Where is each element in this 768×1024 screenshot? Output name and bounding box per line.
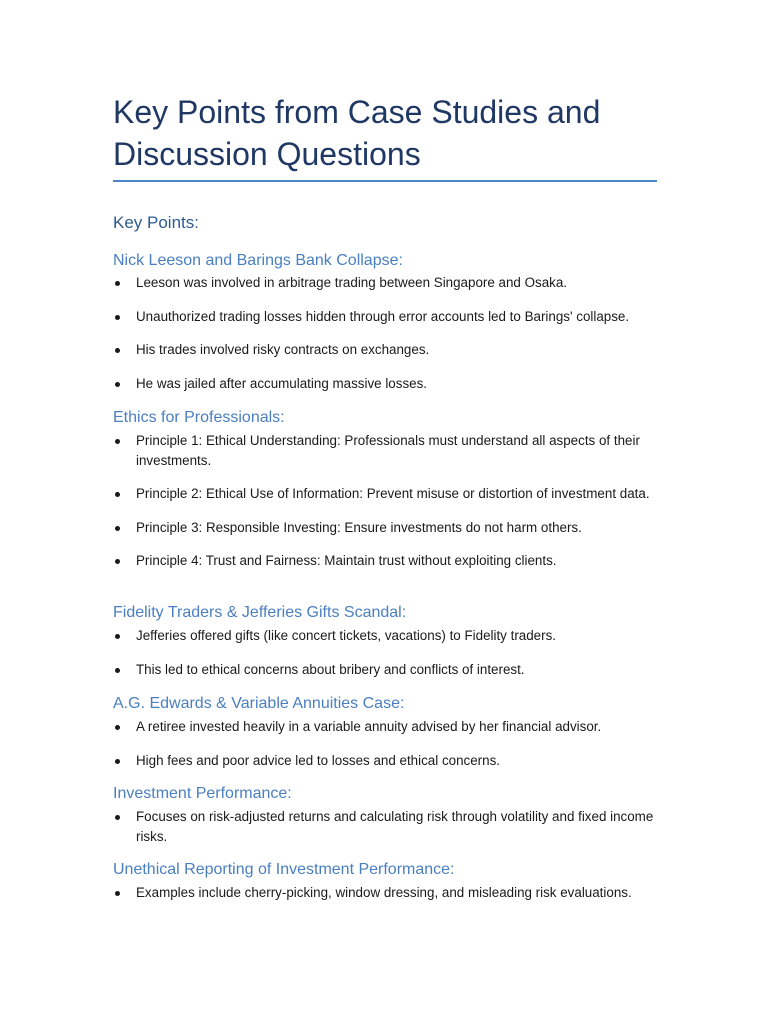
bullet-icon — [115, 348, 120, 353]
bullet-list — [113, 883, 673, 903]
list-item — [113, 273, 673, 293]
list-item — [113, 551, 673, 571]
section-unethical-reporting — [113, 860, 673, 903]
section-barings — [113, 251, 673, 393]
list-item-text: A retiree invested heavily in a variable annuity advised by her financial advisor. — [136, 719, 602, 734]
title-underline — [113, 180, 657, 182]
section-heading: Nick Leeson and Barings Bank Collapse: — [113, 252, 403, 269]
list-item-text: Unauthorized trading losses hidden through error accounts led to Barings' collapse. — [136, 308, 630, 324]
bullet-list — [113, 431, 673, 571]
list-item — [113, 751, 673, 771]
list-item — [113, 484, 673, 504]
list-item-text: Examples include cherry-picking, window dressing, and misleading risk evaluations. — [136, 885, 632, 900]
bullet-icon — [115, 526, 120, 531]
section-ethics — [113, 408, 673, 571]
list-item — [113, 807, 673, 846]
list-item — [113, 340, 673, 360]
section-heading: Unethical Reporting of Investment Performance: — [113, 861, 455, 878]
bullet-icon — [115, 281, 120, 286]
bullet-icon — [115, 315, 120, 320]
list-item-text: Principle 3: Responsible Investing: Ensure investments do not harm others. — [136, 519, 582, 535]
bullet-icon — [115, 634, 120, 639]
list-item-text: High fees and poor advice led to losses and ethical concerns. — [136, 752, 500, 768]
bullet-icon — [115, 492, 120, 497]
section-heading: Ethics for Professionals: — [113, 409, 285, 426]
section-heading: Investment Performance: — [113, 785, 292, 802]
list-item — [113, 626, 673, 646]
list-item — [113, 307, 673, 327]
list-item-text: Principle 1: Ethical Understanding: Professionals must understand all aspects of their investments. — [136, 433, 640, 468]
list-item-text: Principle 2: Ethical Use of Information: Prevent misuse or distortion of investment data. — [136, 486, 650, 501]
list-item — [113, 660, 673, 680]
bullet-list — [113, 807, 673, 846]
key-points-heading: Key Points: — [113, 213, 199, 232]
bullet-icon — [115, 725, 120, 730]
bullet-list — [113, 717, 673, 770]
list-item-text: Focuses on risk-adjusted returns and calculating risk through volatility and fixed income risks. — [136, 809, 654, 844]
section-investment-performance — [113, 784, 673, 846]
section-ag-edwards — [113, 694, 673, 770]
bullet-icon — [115, 559, 120, 564]
list-item — [113, 883, 673, 903]
document-title: Key Points from Case Studies and Discussion Questions — [113, 94, 601, 172]
bullet-icon — [115, 439, 120, 444]
list-item-text: Jefferies offered gifts (like concert tickets, vacations) to Fidelity traders. — [136, 628, 556, 643]
list-item — [113, 431, 673, 470]
bullet-icon — [115, 382, 120, 387]
list-item-text: Principle 4: Trust and Fairness: Maintain trust without exploiting clients. — [136, 553, 557, 568]
list-item-text: His trades involved risky contracts on exchanges. — [136, 342, 430, 357]
list-item-text: He was jailed after accumulating massive losses. — [136, 375, 427, 391]
bullet-list — [113, 626, 673, 679]
list-item — [113, 717, 673, 737]
section-heading: Fidelity Traders & Jefferies Gifts Scandal: — [113, 604, 407, 621]
list-item — [113, 374, 673, 394]
list-item — [113, 518, 673, 538]
list-item-text: This led to ethical concerns about bribery and conflicts of interest. — [136, 661, 525, 677]
bullet-icon — [115, 668, 120, 673]
bullet-list — [113, 273, 673, 393]
section-fidelity-jefferies — [113, 603, 673, 679]
bullet-icon — [115, 759, 120, 764]
list-item-text: Leeson was involved in arbitrage trading between Singapore and Osaka. — [136, 275, 568, 290]
bullet-icon — [115, 891, 120, 896]
bullet-icon — [115, 815, 120, 820]
section-heading: A.G. Edwards & Variable Annuities Case: — [113, 695, 405, 712]
